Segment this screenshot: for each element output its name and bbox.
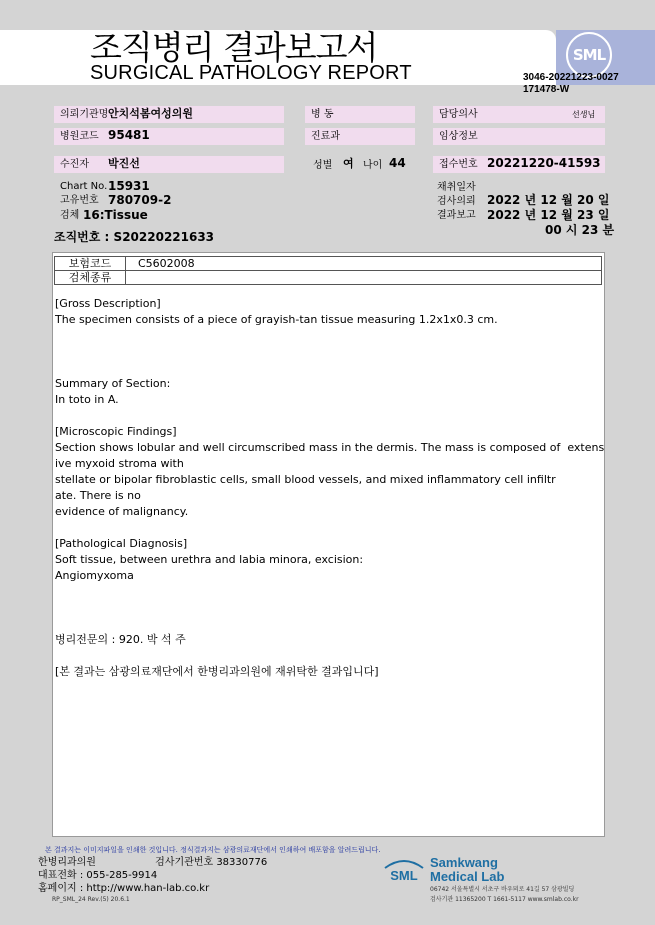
request-date-label: 검사의뢰 [437, 196, 476, 207]
specimen-value: 16:Tissue [83, 208, 148, 222]
hospital-code-field: 병원코드 [54, 128, 284, 145]
samkwang-logo-icon [383, 858, 425, 882]
form-code: RP_SML_24 Rev.(5) 20.6.1 [52, 896, 130, 903]
chart-label: Chart No. [60, 181, 108, 192]
report-line [55, 648, 625, 664]
doctor-field: 담당의사 [433, 106, 605, 123]
report-line [55, 616, 625, 632]
report-line [55, 344, 625, 360]
table-row [55, 271, 602, 285]
lab-id-value: 38330776 [216, 857, 268, 868]
homepage-link[interactable]: http://www.han-lab.co.kr [86, 883, 210, 894]
report-line: Section shows lobular and well circumscribed mass in the dermis. The mass is composed of extens [55, 441, 605, 454]
clinical-info-field: 임상정보 [433, 128, 605, 145]
patient-field: 수진자 [54, 156, 284, 173]
request-date-value: 2022 년 12 월 20 일 [487, 193, 610, 207]
phone-label: 대표전화 : [38, 870, 84, 881]
homepage-label: 홈페이지 : [38, 883, 84, 894]
report-text [55, 296, 625, 680]
age-label: 나이 [363, 160, 383, 171]
doctor-value: 선생님 [572, 110, 596, 119]
age-value: 44 [389, 156, 406, 170]
report-line: The specimen consists of a piece of grayish-tan tissue measuring 1.2x1x0.3 cm. [55, 313, 498, 326]
patient-name: 박진선 [108, 157, 140, 170]
sml-logo: SML [566, 32, 612, 78]
report-line [55, 408, 625, 424]
report-time-value: 00 시 23 분 [545, 223, 615, 237]
homepage-line [38, 882, 209, 895]
report-line: In toto in A. [55, 393, 119, 406]
sex-label: 성별 [313, 160, 333, 171]
hospital-code-value: 95481 [108, 128, 150, 142]
specimen-label: 검체 [60, 210, 80, 221]
report-title-english: SURGICAL PATHOLOGY REPORT [90, 62, 412, 84]
receipt-number: 20221220-41593 [487, 156, 601, 170]
report-line: stellate or bipolar fibroblastic cells, small blood vessels, and mixed inflammatory cell infiltr [55, 473, 556, 486]
phone-value: 055-285-9914 [86, 870, 158, 881]
samkwang-logo-text: SML [390, 868, 418, 882]
clinic-info-line [38, 856, 267, 869]
unique-id-label: 고유번호 [60, 195, 99, 206]
company-address: 06742 서울특별시 서초구 바우뫼로 41길 57 삼광빌딩 [430, 886, 575, 893]
receipt-field: 접수번호 [433, 156, 605, 173]
sex-value: 여 [343, 157, 354, 170]
report-line: [Pathological Diagnosis] [55, 537, 188, 550]
clinic-name: 한병리과의원 [38, 857, 96, 868]
institution-field: 의뢰기관명 [54, 106, 284, 123]
tissue-number [54, 229, 214, 246]
test-info-table [54, 256, 602, 285]
report-line [55, 360, 625, 376]
report-line: [Gross Description] [55, 297, 161, 310]
specimen-type-label: 검체종류 [55, 271, 126, 285]
insurance-code-label: 보험코드 [55, 257, 126, 271]
lab-id-label: 검사기관번호 [155, 857, 214, 868]
company-name [430, 856, 504, 884]
collect-date-label: 채취일자 [437, 182, 476, 193]
specimen-type-value [126, 271, 602, 285]
report-line: ate. There is no [55, 489, 141, 502]
request-number-line2: 171478-W [523, 84, 570, 95]
report-line [55, 584, 625, 600]
ward-field: 병 동 [305, 106, 415, 123]
report-line: [본 결과는 삼광의료재단에서 한병리과의원에 재위탁한 결과입니다] [55, 665, 379, 678]
report-line [55, 328, 625, 344]
report-line: ive myxoid stroma with [55, 457, 184, 470]
report-line [55, 600, 625, 616]
report-date-label: 결과보고 [437, 210, 476, 221]
table-row [55, 257, 602, 271]
phone-line [38, 869, 157, 882]
report-line: Angiomyxoma [55, 569, 134, 582]
report-line: Soft tissue, between urethra and labia minora, excision: [55, 553, 364, 566]
company-contact: 검사기관 11365200 T 1661-5117 www.smlab.co.kr [430, 896, 579, 903]
report-title-korean: 조직병리 결과보고서 [90, 28, 378, 67]
request-number [523, 72, 619, 96]
company-name-line2: Medical Lab [430, 869, 505, 884]
report-line: evidence of malignancy. [55, 505, 189, 518]
report-date-value: 2022 년 12 월 23 일 [487, 208, 610, 222]
report-line: [Microscopic Findings] [55, 425, 177, 438]
print-notice: 본 결과지는 이미지파일을 인쇄한 것입니다. 정식결과지는 삼광의료재단에서 인쇄하여 배포함을 알려드립니다. [45, 846, 381, 854]
request-number-line1: 3046-20221223-0027 [523, 72, 619, 83]
tissue-number-label: 조직번호 : [54, 230, 110, 244]
company-name-line1: Samkwang [430, 855, 498, 870]
insurance-code-value: C5602008 [126, 257, 602, 271]
unique-id-value: 780709-2 [108, 193, 172, 207]
report-line [55, 520, 625, 536]
chart-number: 15931 [108, 179, 150, 193]
report-line: Summary of Section: [55, 377, 171, 390]
report-line: 병리전문의 : 920. 박 석 주 [55, 633, 186, 646]
department-field: 진료과 [305, 128, 415, 145]
institution-value: 안치석봄여성의원 [108, 107, 194, 120]
tissue-number-value: S20220221633 [113, 230, 215, 244]
